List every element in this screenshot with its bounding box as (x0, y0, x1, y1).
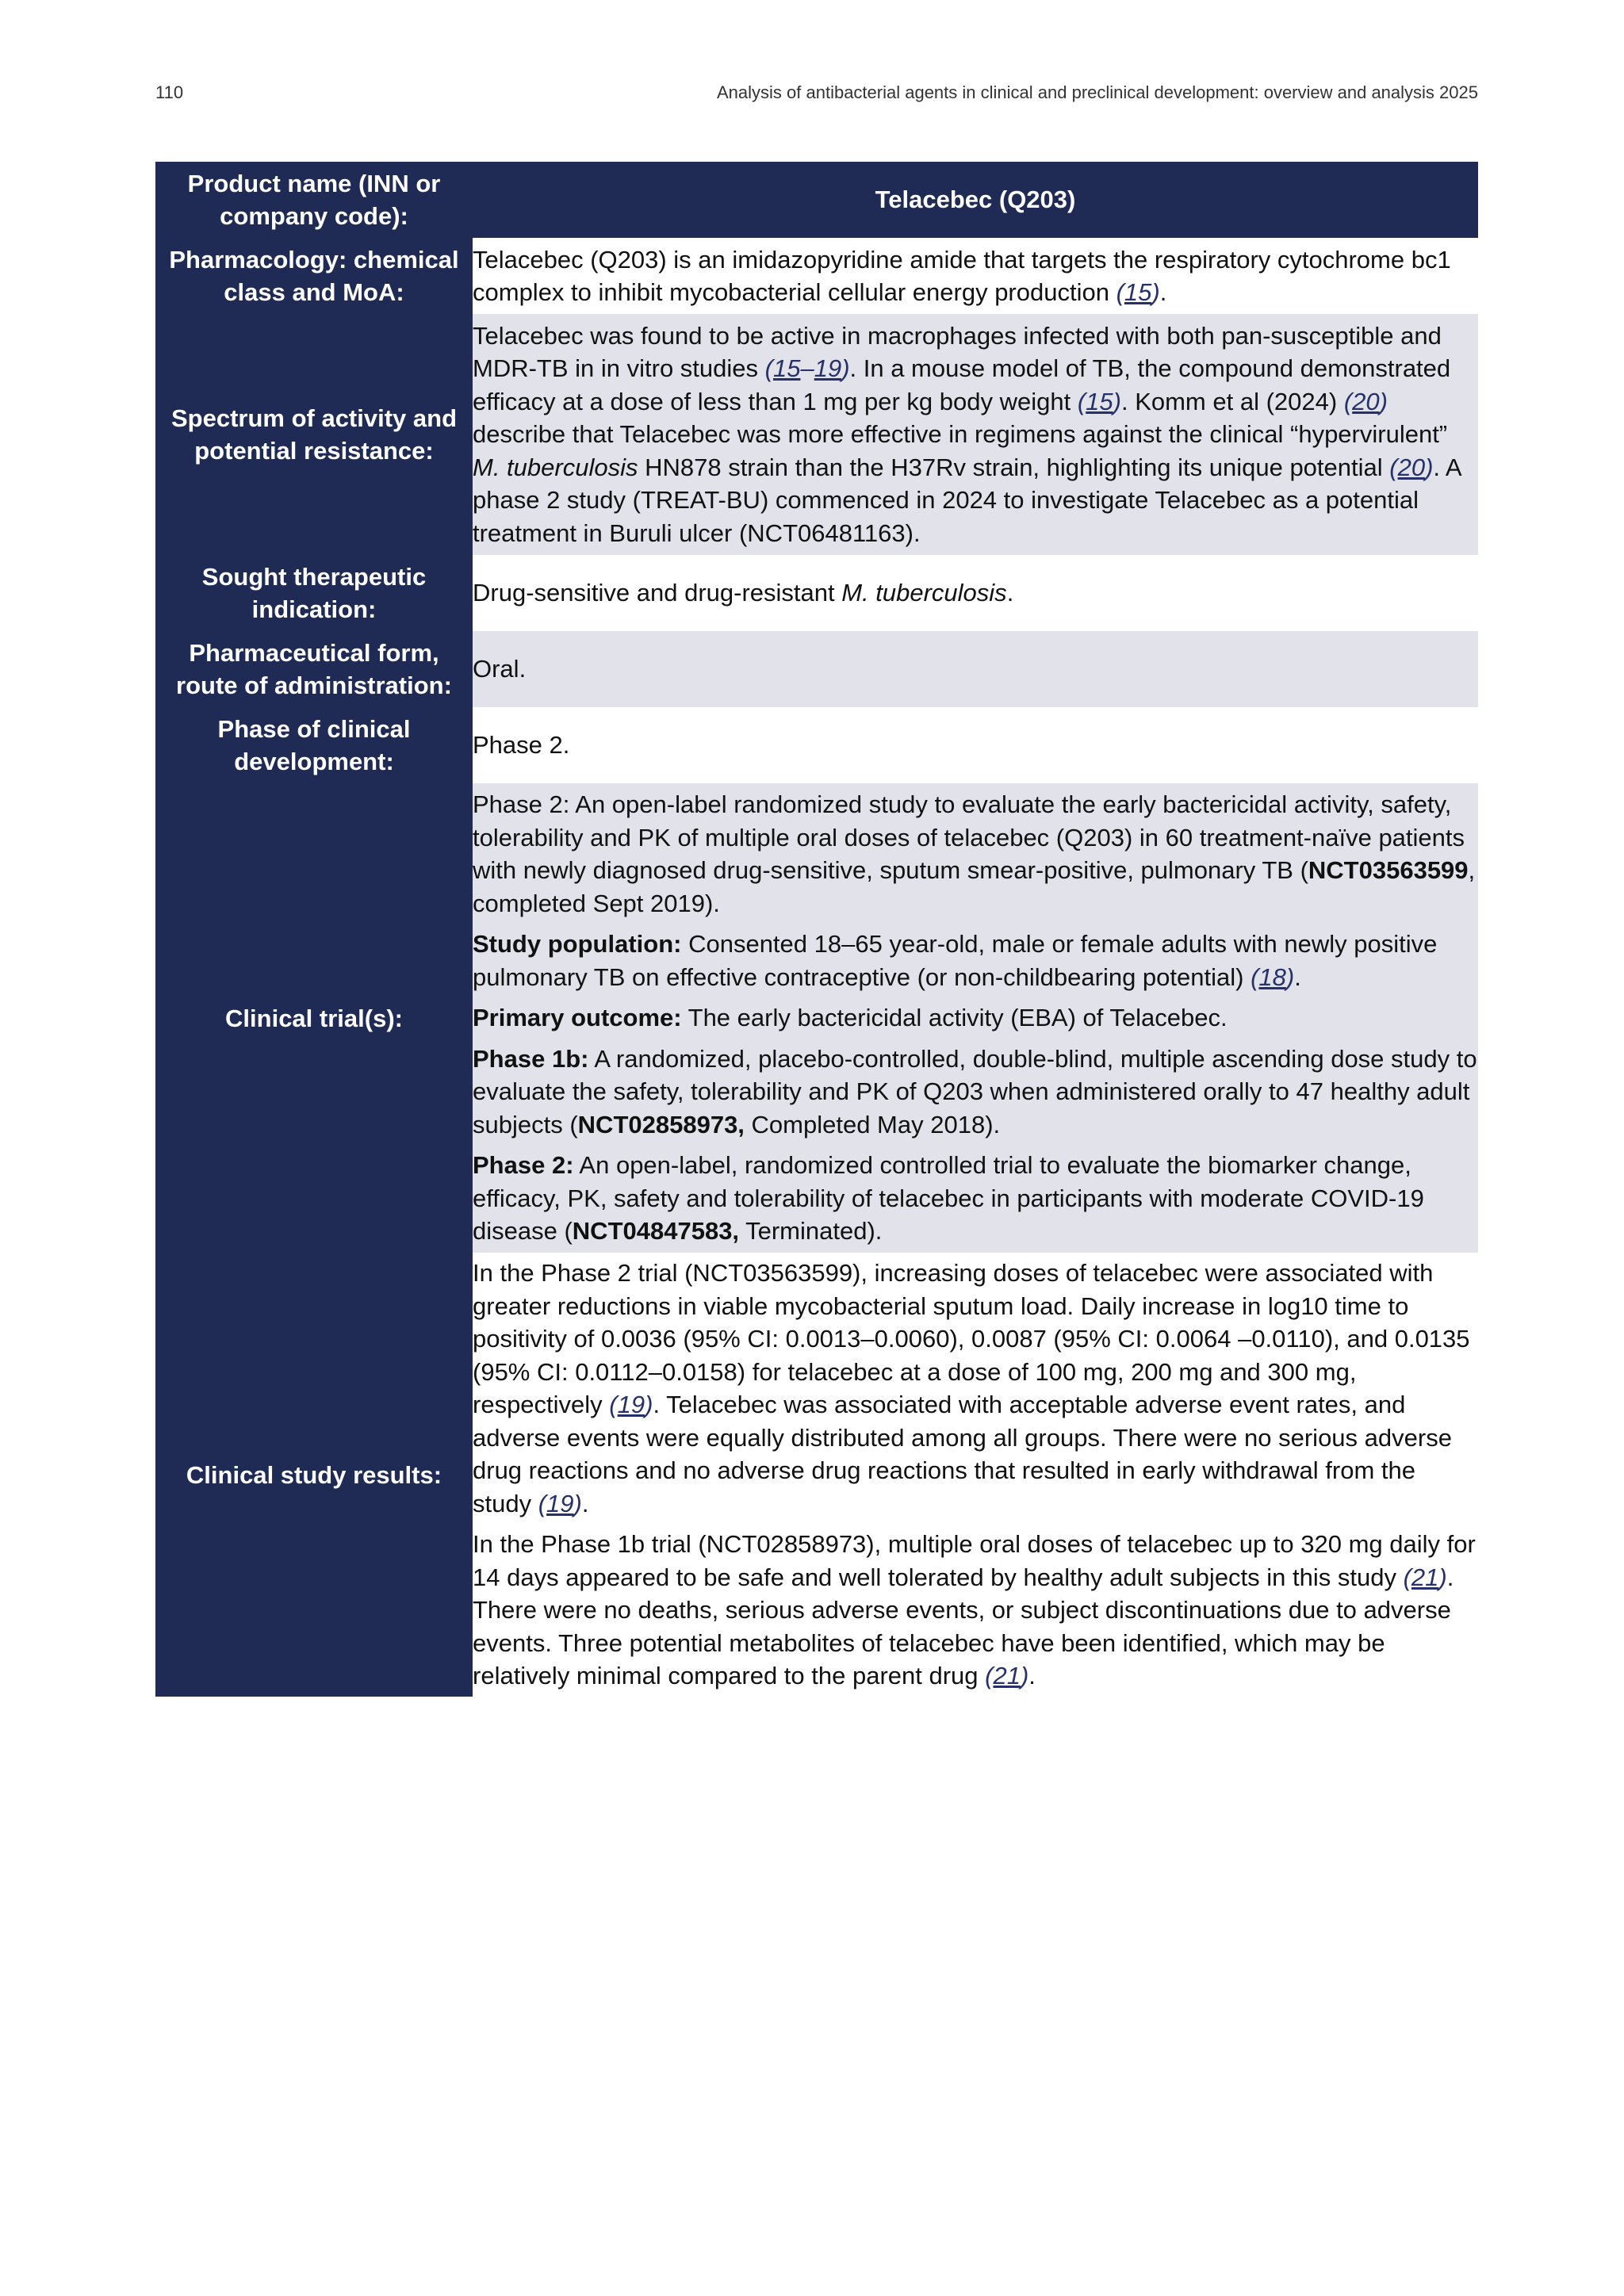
clinical-trials-text (473, 783, 1478, 1253)
reference-link[interactable]: (19) (538, 1489, 582, 1517)
row-label: Product name (INN or company code): (155, 162, 473, 238)
reference-link[interactable]: (15) (1077, 387, 1121, 415)
running-title: Analysis of antibacterial agents in clinical and preclinical development: overview and analysis 2025 (717, 82, 1478, 102)
results-paragraph: In the Phase 2 trial (NCT03563599), increasing doses of telacebec were associated with greater reductions in viable mycobacterial sputum load. Daily increase in log10 time to positivity of 0.0036 (95% CI: 0.0013–0.0060), 0.0087 (95% CI: 0.0064 –0.0110), and 0.0135 (95% CI: 0.0112–0.0158) for telacebec at a dose of 100 mg, 200 mg and 300 mg, respectively (19). Telacebec was associated with acceptable adverse event rates, and adverse events were equally distributed among all groups. There were no serious adverse drug reactions and no adverse drug reactions that resulted in early withdrawal from the study (19). (473, 1259, 1470, 1517)
reference-link[interactable]: (15–19) (764, 354, 850, 383)
form-text: Oral. (473, 631, 1478, 707)
clinical-results-text (473, 1253, 1478, 1697)
product-name: Telacebec (Q203) (473, 162, 1478, 238)
reference-link[interactable]: (21) (985, 1662, 1029, 1690)
row-pharmaceutical-form (155, 631, 1478, 707)
row-label: Phase of clinical development: (155, 707, 473, 783)
pharmacology-text: Telacebec (Q203) is an imidazopyridine amide that targets the respiratory cytochrome bc1 complex to inhibit mycobacterial cellular energy production (15). (473, 245, 1451, 306)
row-clinical-trials (155, 783, 1478, 1253)
indication-text: Drug-sensitive and drug-resistant M. tuberculosis. (473, 579, 1014, 607)
page-number: 110 (155, 82, 184, 102)
product-profile-table (155, 162, 1478, 1697)
row-clinical-results (155, 1253, 1478, 1697)
row-label: Pharmacology: chemical class and MoA: (155, 238, 473, 314)
trial-paragraph: Phase 1b: A randomized, placebo-controlled, double-blind, multiple ascending dose study to evaluate the safety, tolerability and PK of Q203 when administered orally to 47 healthy adult subjects (NCT02858973, Completed May 2018). (473, 1044, 1477, 1138)
reference-link[interactable]: (20) (1389, 453, 1434, 481)
row-phase (155, 707, 1478, 783)
row-label: Clinical trial(s): (155, 783, 473, 1253)
reference-link[interactable]: (15) (1116, 278, 1160, 306)
row-spectrum (155, 314, 1478, 555)
page-header (155, 82, 1478, 108)
row-label: Sought therapeutic indication: (155, 555, 473, 631)
spectrum-text: Telacebec was found to be active in macrophages infected with both pan-susceptible and MDR-TB in in vitro studies (15–19). In a mouse model of TB, the compound demonstrated efficacy at a dose of less than 1 mg per kg body weight (15). Komm et al (2024) (20) describe that Telacebec was more effective in regimens against the clinical “hypervirulent” M. tuberculosis HN878 strain than the H37Rv strain, highlighting its unique potential (20). A phase 2 study (TREAT-BU) commenced in 2024 to investigate Telacebec as a potential treatment in Buruli ulcer (NCT06481163). (473, 314, 1478, 555)
row-label: Pharmaceutical form, route of administration: (155, 631, 473, 707)
trial-paragraph: Study population: Consented 18–65 year-old, male or female adults with newly positive pulmonary TB on effective contraceptive (or non-childbearing potential) (18). (473, 930, 1438, 991)
phase-text: Phase 2. (473, 731, 570, 760)
trial-paragraph: Phase 2: An open-label, randomized controlled trial to evaluate the biomarker change, efficacy, PK, safety and tolerability of telacebec in participants with moderate COVID-19 disease (NCT04847583, Terminated). (473, 1151, 1424, 1246)
trial-paragraph: Phase 2: An open-label randomized study to evaluate the early bactericidal activity, safety, tolerability and PK of multiple oral doses of telacebec (Q203) in 60 treatment-naïve patients with newly diagnosed drug-sensitive, sputum smear-positive, pulmonary TB (NCT03563599, completed Sept 2019). (473, 790, 1476, 917)
row-indication (155, 555, 1478, 631)
reference-link[interactable]: (20) (1343, 387, 1388, 415)
reference-link[interactable]: (21) (1403, 1563, 1447, 1591)
row-label: Spectrum of activity and potential resistance: (155, 314, 473, 555)
row-label: Clinical study results: (155, 1253, 473, 1697)
row-pharmacology (155, 238, 1478, 314)
results-paragraph: In the Phase 1b trial (NCT02858973), multiple oral doses of telacebec up to 320 mg daily for 14 days appeared to be safe and well tolerated by healthy adult subjects in this study (21). There were no deaths, serious adverse events, or subject discontinuations due to adverse events. Three potential metabolites of telacebec have been identified, which may be relatively minimal compared to the parent drug (21). (473, 1530, 1476, 1690)
reference-link[interactable]: (19) (609, 1391, 653, 1419)
reference-link[interactable]: (18) (1251, 962, 1295, 991)
trial-paragraph: Primary outcome: The early bactericidal activity (EBA) of Telacebec. (473, 1004, 1228, 1032)
row-product-name (155, 162, 1478, 238)
